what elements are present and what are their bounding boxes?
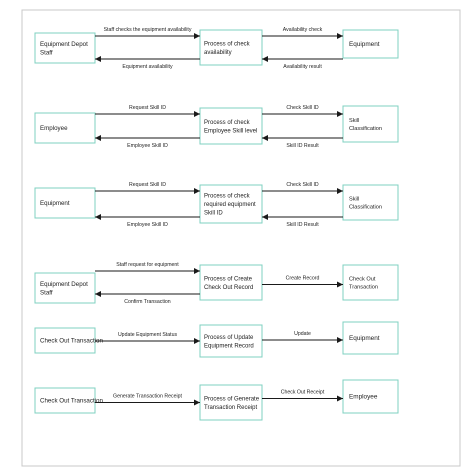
entity-label-line: Skill xyxy=(349,196,360,203)
entity-label-line: Staff xyxy=(40,289,53,297)
entity-box-border xyxy=(35,33,95,63)
entity-label-line: Check Out Transaction xyxy=(40,397,103,405)
flow-label: Create Record xyxy=(285,275,320,282)
entity-box xyxy=(35,273,95,303)
process-label-line: Process of check xyxy=(204,193,250,200)
flow-label: Staff request for equipment xyxy=(116,262,179,268)
process-label-line: Process of check xyxy=(204,41,250,48)
entity-label-line: Transaction xyxy=(349,284,379,291)
process-label-line: availability xyxy=(204,49,232,56)
entity-label-line: Employee xyxy=(349,393,378,401)
flow-label: Confirm Transaction xyxy=(124,299,171,305)
flow-label: Skill ID Result xyxy=(286,222,319,228)
flow-label: Check Skill ID xyxy=(286,105,319,111)
process-box xyxy=(200,385,262,420)
entity-box-border xyxy=(343,265,398,300)
entity-box xyxy=(35,188,95,218)
flow-label: Staff checks the equipment availability xyxy=(103,27,192,33)
flow-label: Check Skill ID xyxy=(286,182,319,188)
entity-box xyxy=(343,106,398,142)
process-box-border xyxy=(200,385,262,420)
process-label-line: Process of Create xyxy=(204,276,253,283)
entity-label-line: Equipment xyxy=(349,335,380,343)
entity-label-line: Equipment Depot xyxy=(40,280,88,288)
process-label-line: Check Out Record xyxy=(204,284,254,291)
process-label-line: Process of check xyxy=(204,119,250,126)
process-label-line: Skill ID xyxy=(204,210,223,217)
process-label-line: Employee Skill level xyxy=(204,128,258,135)
entity-box-border xyxy=(343,185,398,220)
flow-label: Update Equipment Status xyxy=(117,332,178,338)
entity-box xyxy=(343,380,398,413)
entity-label-line: Equipment xyxy=(349,41,380,49)
process-box-border xyxy=(200,265,262,300)
flow-label: Update xyxy=(294,331,311,337)
entity-label-line: Equipment Depot xyxy=(40,40,88,48)
entity-box xyxy=(35,388,103,413)
entity-label-line: Check Out Transaction xyxy=(40,337,103,345)
process-box xyxy=(200,108,262,144)
flow-label: Employee Skill ID xyxy=(127,222,168,228)
process-box xyxy=(200,325,262,357)
entity-box-border xyxy=(343,106,398,142)
entity-label-line: Skill xyxy=(349,117,360,124)
flow-label: Equipment availability xyxy=(122,64,173,70)
entity-box xyxy=(343,265,398,300)
flow-label: Check Out Receipt xyxy=(280,389,325,396)
flow-label: Request Skill ID xyxy=(129,105,166,111)
process-box xyxy=(200,265,262,300)
entity-box xyxy=(35,113,95,143)
entity-label-line: Classification xyxy=(349,204,382,211)
process-box-border xyxy=(200,325,262,357)
entity-box xyxy=(343,185,398,220)
process-label-line: Process of Generate xyxy=(204,396,260,403)
entity-label-line: Staff xyxy=(40,49,53,57)
entity-label-line: Classification xyxy=(349,126,382,133)
entity-box xyxy=(343,30,398,58)
entity-box xyxy=(343,322,398,354)
process-label-line: Process of Update xyxy=(204,334,254,341)
entity-box xyxy=(35,33,95,63)
entity-box xyxy=(35,328,103,353)
flow-label: Skill ID Result xyxy=(286,143,319,149)
process-label-line: required equipment xyxy=(204,202,256,209)
process-label-line: Transaction Receipt xyxy=(204,404,258,411)
flow-label: Availability check xyxy=(282,27,323,33)
entity-box-border xyxy=(35,273,95,303)
process-box-border xyxy=(200,108,262,144)
flow-label: Availability result xyxy=(283,64,322,70)
entity-label-line: Check Out xyxy=(349,276,376,283)
entity-label-line: Equipment xyxy=(40,200,70,208)
flow-label: Request Skill ID xyxy=(129,182,166,188)
entity-label-line: Employee xyxy=(40,125,68,133)
flow-label: Employee Skill ID xyxy=(127,143,168,149)
process-box-border xyxy=(200,30,262,65)
process-box xyxy=(200,185,262,223)
process-box xyxy=(200,30,262,65)
flow-label: Generate Transaction Receipt xyxy=(113,393,182,400)
process-label-line: Equipment Record xyxy=(204,343,254,350)
